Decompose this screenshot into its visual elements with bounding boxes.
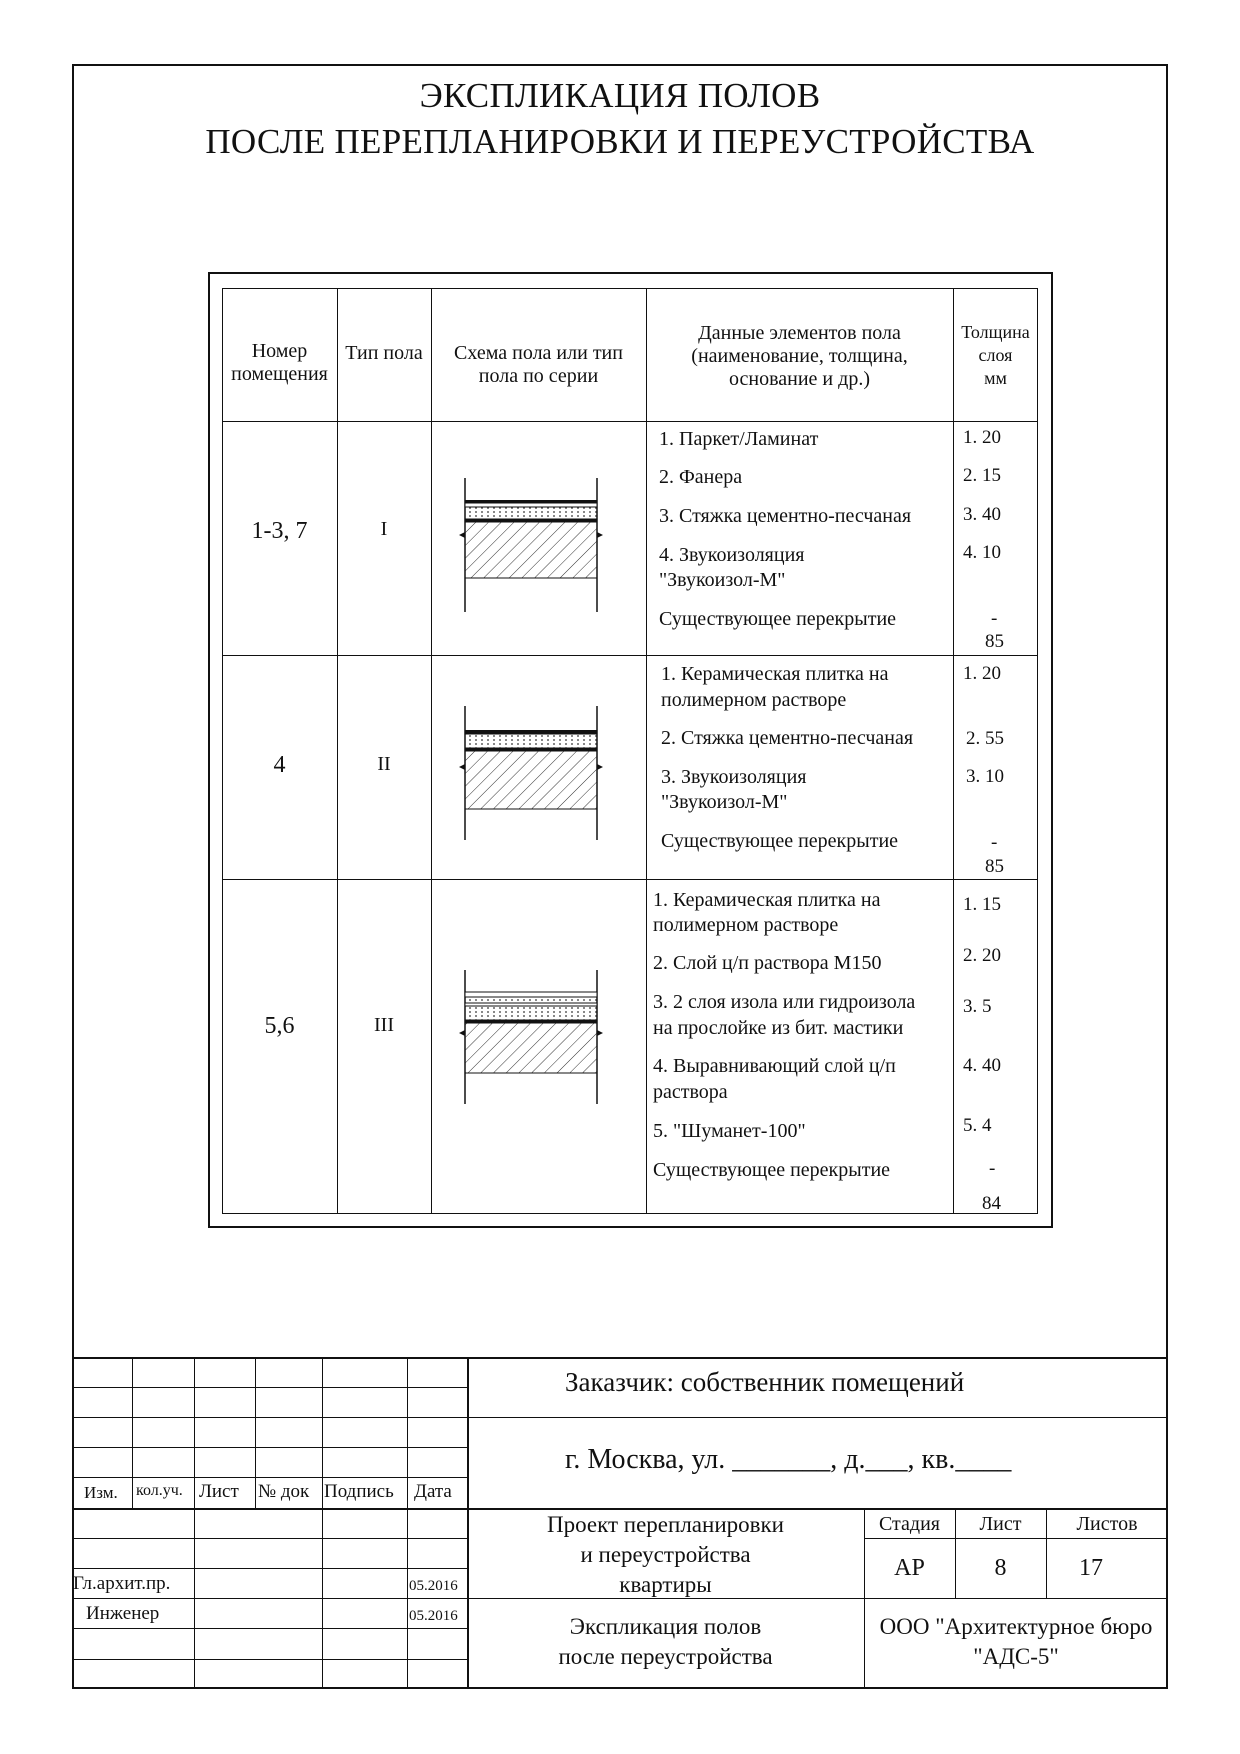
stamp-grid-line <box>72 1477 467 1478</box>
row2-item-2: 2. Стяжка цементно-песчаная <box>661 727 914 749</box>
stamp-project-line3: квартиры <box>619 1572 712 1597</box>
stamp-sheets-value: 17 <box>1079 1555 1103 1581</box>
stamp-doc-line2: после переустройства <box>558 1644 773 1669</box>
header-room-line2: помещения <box>231 363 328 385</box>
row3-thick-5: 5. 4 <box>963 1115 992 1136</box>
row2-thick-2: 2. 55 <box>966 728 1004 749</box>
row1-item-3: 3. Стяжка цементно-песчаная <box>659 505 912 527</box>
row1-thick-2: 2. 15 <box>963 465 1001 486</box>
row1-thick-base-dash: - <box>991 608 998 629</box>
row3-item-1b: полимерном растворе <box>653 914 839 936</box>
row3-item-2: 2. Слой ц/п раствора М150 <box>653 952 882 974</box>
row1-item-4: 4. Звукоизоляция <box>659 544 805 566</box>
row2-room: 4 <box>273 752 286 778</box>
stamp-col-date: Дата <box>414 1481 452 1502</box>
row3-item-base: Существующее перекрытие <box>653 1159 891 1181</box>
row2-item-base: Существующее перекрытие <box>661 830 899 852</box>
row2-thick-base-dash: - <box>991 832 998 853</box>
row3-room: 5,6 <box>264 1013 295 1039</box>
stamp-grid-line <box>132 1357 133 1508</box>
header-thickness-line3: мм <box>984 368 1007 388</box>
table-col-divider <box>646 288 647 1214</box>
stamp-role-architect: Гл.архит.пр. <box>73 1573 171 1594</box>
stamp-project-line1: Проект перепланировки <box>547 1512 784 1537</box>
row3-item-5: 5. "Шуманет-100" <box>653 1120 806 1142</box>
row2-item-3: 3. Звукоизоляция <box>661 766 807 788</box>
row1-room: 1-3, 7 <box>251 518 308 544</box>
stamp-grid-line <box>72 1387 467 1388</box>
row2-item-1b: полимерном растворе <box>661 689 847 711</box>
floor-scheme-type-2 <box>456 706 606 840</box>
stamp-grid-line <box>407 1357 408 1689</box>
row3-thick-4: 4. 40 <box>963 1055 1001 1076</box>
stamp-stage-label: Стадия <box>878 1513 940 1535</box>
stamp-project-line2: и переустройства <box>580 1542 751 1567</box>
row2-type: II <box>377 753 391 775</box>
table-row-divider <box>222 655 1038 656</box>
row1-item-1: 1. Паркет/Ламинат <box>659 428 819 450</box>
stamp-document-title <box>467 1612 864 1672</box>
row3-thick-base: 84 <box>982 1193 1001 1214</box>
row1-item-base: Существующее перекрытие <box>659 608 897 630</box>
stamp-sheet-label: Лист <box>979 1513 1022 1535</box>
row1-item-2: 2. Фанера <box>659 466 743 488</box>
row3-thick-1: 1. 15 <box>963 894 1001 915</box>
stamp-customer: Заказчик: собственник помещений <box>565 1367 965 1397</box>
stamp-project-title <box>467 1510 864 1600</box>
row3-item-1: 1. Керамическая плитка на <box>653 889 881 911</box>
row3-type: III <box>374 1014 394 1036</box>
row1-thick-1: 1. 20 <box>963 427 1001 448</box>
row3-thick-base-dash: - <box>989 1158 996 1179</box>
stamp-sheets-label: Листов <box>1076 1513 1138 1535</box>
stamp-col-doc: № док <box>258 1481 310 1502</box>
header-room <box>222 340 337 386</box>
header-thickness-line1: Толщина <box>961 322 1030 342</box>
stamp-stage-value: АР <box>894 1555 925 1581</box>
floor-table <box>222 288 1038 1214</box>
header-type: Тип пола <box>345 342 423 364</box>
row1-thick-4: 4. 10 <box>963 542 1001 563</box>
header-data-line2: (наименование, толщина, <box>691 345 908 367</box>
row2-thick-base: 85 <box>985 856 1004 877</box>
stamp-grid-line <box>72 1568 467 1569</box>
floor-scheme-type-1 <box>456 478 606 612</box>
stamp-grid-line <box>467 1417 1168 1418</box>
page-title-line1: ЭКСПЛИКАЦИЯ ПОЛОВ <box>419 76 821 115</box>
stamp-col-list: Лист <box>199 1481 239 1502</box>
stamp-grid-line <box>72 1417 467 1418</box>
floor-scheme-type-3 <box>456 970 606 1104</box>
row3-item-4: 4. Выравнивающий слой ц/п <box>653 1055 896 1077</box>
stamp-col-izm: Изм. <box>84 1483 118 1502</box>
header-scheme-line1: Схема пола или тип <box>454 342 623 364</box>
header-scheme-line2: пола по серии <box>478 365 599 387</box>
row3-thick-3: 3. 5 <box>963 996 992 1017</box>
stamp-top-border <box>72 1357 1168 1359</box>
table-row-divider <box>222 421 1038 422</box>
stamp-doc-line1: Экспликация полов <box>569 1614 762 1639</box>
stamp-role-engineer: Инженер <box>86 1603 160 1624</box>
stamp-grid-line <box>72 1538 467 1539</box>
stamp-date-engineer: 05.2016 <box>409 1608 458 1624</box>
header-scheme <box>431 342 646 388</box>
stamp-date-architect: 05.2016 <box>409 1578 458 1594</box>
stamp-grid-line <box>72 1447 467 1448</box>
stamp-grid-line <box>72 1628 467 1629</box>
row1-item-4b: "Звукоизол-М" <box>659 569 786 591</box>
row3-thick-2: 2. 20 <box>963 945 1001 966</box>
stamp-org-line2: "АДС-5" <box>973 1644 1059 1669</box>
stamp-address: г. Москва, ул. _______, д.___, кв.____ <box>565 1444 1012 1475</box>
table-col-divider <box>431 288 432 1214</box>
row2-thick-3: 3. 10 <box>966 766 1004 787</box>
header-data <box>646 322 953 391</box>
row1-thick-3: 3. 40 <box>963 504 1001 525</box>
table-row-divider <box>222 879 1038 880</box>
stamp-organization <box>864 1612 1168 1672</box>
header-data-line3: основание и др.) <box>729 368 870 390</box>
stamp-grid-line <box>322 1357 323 1689</box>
header-thickness-line2: слоя <box>978 345 1013 365</box>
stamp-org-line1: ООО "Архитектурное бюро <box>879 1614 1153 1639</box>
stamp-grid-line <box>72 1659 467 1660</box>
header-room-line1: Номер <box>251 340 308 362</box>
stamp-col-sign: Подпись <box>324 1481 394 1502</box>
stamp-grid-line <box>255 1357 256 1508</box>
row1-type: I <box>380 518 388 540</box>
row1-thick-base: 85 <box>985 631 1004 652</box>
header-thickness <box>953 321 1038 390</box>
row3-item-3: 3. 2 слоя изола или гидроизола <box>653 991 916 1013</box>
row3-item-4b: раствора <box>653 1081 728 1103</box>
row2-item-1: 1. Керамическая плитка на <box>661 663 889 685</box>
stamp-col-kol: кол.уч. <box>136 1482 183 1499</box>
page-title-line2: ПОСЛЕ ПЕРЕПЛАНИРОВКИ И ПЕРЕУСТРОЙСТВА <box>205 122 1035 161</box>
header-data-line1: Данные элементов пола <box>698 322 901 344</box>
row3-item-3b: на прослойке из бит. мастики <box>653 1017 904 1039</box>
stamp-grid-line <box>194 1357 195 1508</box>
row2-thick-1: 1. 20 <box>963 663 1001 684</box>
table-col-divider <box>337 288 338 1214</box>
table-col-divider <box>953 288 954 1214</box>
row2-item-3b: "Звукоизол-М" <box>661 791 788 813</box>
stamp-sheet-value: 8 <box>994 1555 1007 1581</box>
